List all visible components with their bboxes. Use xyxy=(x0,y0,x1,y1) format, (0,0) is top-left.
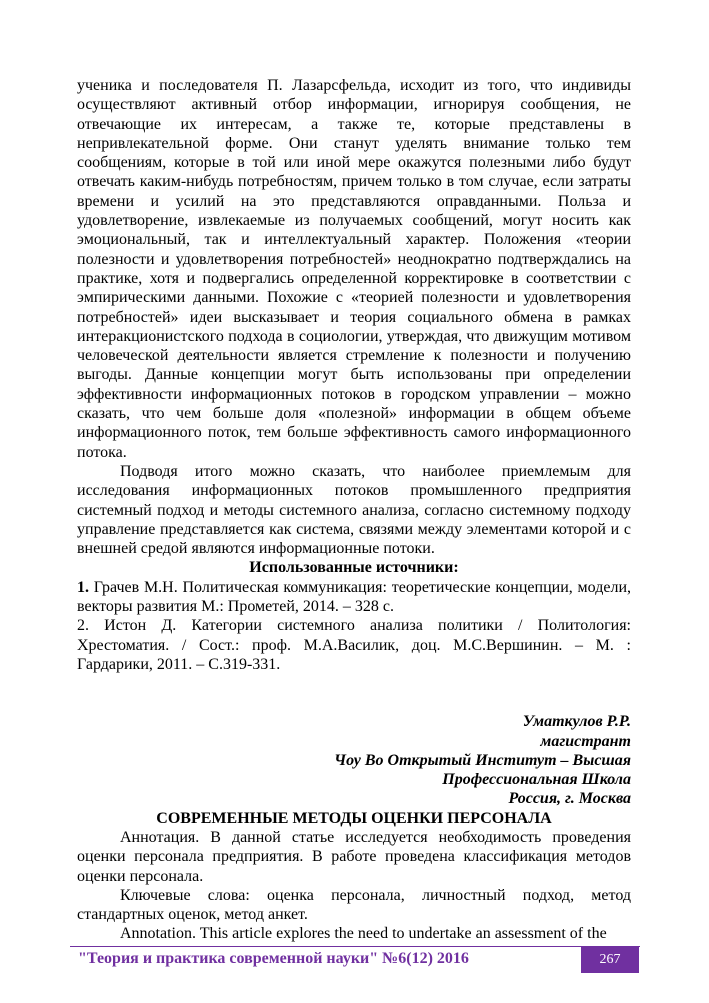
page-number-badge: 267 xyxy=(581,946,639,973)
page-content xyxy=(77,76,631,944)
reference-text: Грачев М.Н. Политическая коммуникация: теоретические концепции, модели, векторы развития М.: Прометей, 2014. – 328 с. xyxy=(77,578,631,616)
section-spacer xyxy=(77,674,631,712)
author-name: Уматкулов Р.Р. xyxy=(522,713,631,731)
article-title: СОВРЕМЕННЫЕ МЕТОДЫ ОЦЕНКИ ПЕРСОНАЛА xyxy=(156,809,552,827)
footer-journal-title: "Теория и практика современной науки" №6(12) 2016 xyxy=(78,950,469,967)
reference-number: 2. xyxy=(77,617,89,635)
annotation-en: Annotation. This article explores the need to undertake an assessment of the xyxy=(120,925,607,943)
reference-number: 1. xyxy=(77,578,89,596)
author-position: магистрант xyxy=(540,732,631,750)
body-paragraph-1: ученика и последователя П. Лазарсфельда, исходит из того, что индивиды осуществляют активный отбор информации, игнорируя сообщения, не отвечающие их интересам, а также те, которые представлены в непривлекательной форме. Они станут уделять внимание только тем сообщениям, которые в той или иной мере окажутся полезными либо будут отвечать каким-нибудь потребностям, причем только в том случае, если затраты времени и усилий на это представляются оправданными. Польза и удовлетворение, извлекаемые из получаемых сообщений, могут носить как эмоциональный, так и интеллектуальный характер. Положения «теории полезности и удовлетворения потребностей» неоднократно подтверждались на практике, хотя и подвергались определенной корректировке в соответствии с эмпирическими данными. Похожие с «теорией полезности и удовлетворения потребностей» идеи высказывает и теория социального обмена в рамках интеракционистского подхода в социологии, утверждая, что движущим мотивом человеческой деятельности является стремление к полезности и получению выгоды. Данные концепции могут быть использованы при определении эффективности информационных потоков в городском управлении – можно сказать, что чем больше доля «полезной» информации в общем объеме информационного поток, тем больше эффективность самого информационного потока. xyxy=(77,77,631,461)
reference-text: Истон Д. Категории системного анализа политики / Политология: Хрестоматия. / Сост.: проф. М.А.Василик, доц. М.С.Вершинин. – М. : Гардарики, 2011. – С.319-331. xyxy=(77,617,631,673)
author-location: Россия, г. Москва xyxy=(508,790,631,808)
annotation-ru: Аннотация. В данной статье исследуется необходимость проведения оценки персонала предприятия. В работе проведена классификация методов оценки персонала. xyxy=(77,828,631,885)
reference-item xyxy=(77,616,631,674)
footer-divider xyxy=(70,946,640,947)
author-org-line-2: Профессиональная Школа xyxy=(442,771,631,789)
keywords-ru: Ключевые слова: оценка персонала, личностный подход, метод стандартных оценок, метод анкет. xyxy=(77,886,631,924)
body-paragraph-2: Подводя итого можно сказать, что наиболее приемлемым для исследования информационных потоков промышленного предприятия системный подход и методы системного анализа, согласно системному подходу управление представляется как система, связями между элементами которой и с внешней средой являются информационные потоки. xyxy=(77,462,631,558)
references-heading: Использованные источники: xyxy=(249,559,459,577)
reference-item xyxy=(77,578,631,617)
author-org-line-1: Чоу Во Открытый Институт – Высшая xyxy=(334,751,631,769)
